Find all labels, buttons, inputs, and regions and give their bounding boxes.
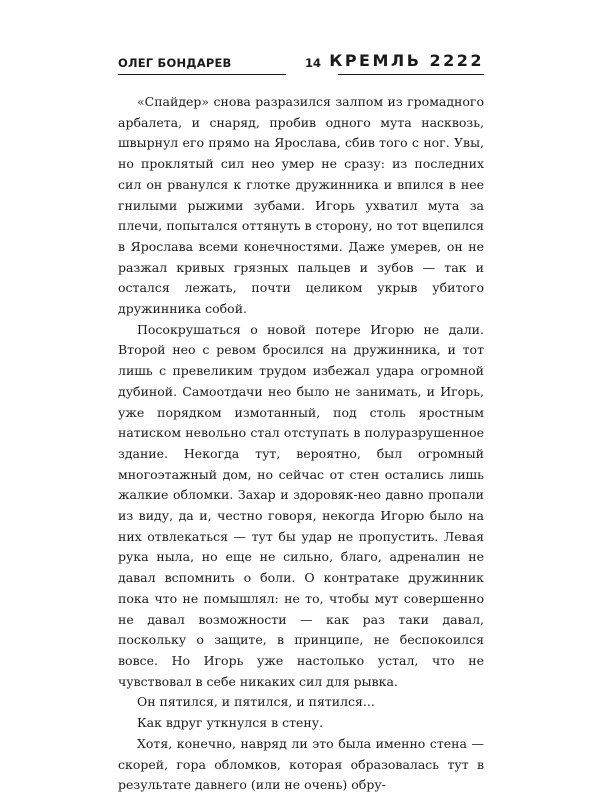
running-header — [118, 51, 484, 80]
paragraph: Как вдруг уткнулся в стену. — [137, 715, 324, 731]
header-rule-right — [338, 74, 484, 75]
series-title: КРЕМЛЬ 2222 — [329, 51, 484, 70]
paragraph: Он пятился, и пятился, и пятился... — [137, 694, 375, 710]
author-name: ОЛЕГ БОНДАРЕВ — [118, 56, 232, 70]
body-text — [118, 92, 484, 796]
paragraph: «Спайдер» снова разразился залпом из громадного арбалета, и снаряд, пробив одного мута насквозь, швырнул его прямо на Ярослава, сбив того с ног. Увы, но проклятый сил нео умер не сразу: из последних сил он рванулся к глотке дружинника и впился в нее гнилыми рыжими зубами. Игорь ухватил мута за плечи, попытался оттянуть в сторону, но тот вцепился в Ярослава всеми конечностями. Даже умерев, он не разжал кривых грязных пальцев и зубов — так и остался лежать, почти целиком укрыв убитого дружинника собой. — [118, 94, 484, 317]
paragraph: Хотя, конечно, навряд ли это была именно стена — скорей, гора обломков, которая образовалась тут в результате давнего (или не очень) обру- — [118, 735, 484, 793]
header-rule-left — [118, 74, 286, 75]
paragraph: Посокрушаться о новой потере Игорю не дали. Второй нео с ревом бросился на дружинника, и тот лишь с превеликим трудом избежал удара огромной дубиной. Самоотдачи нео было не занимать, и Игорь, уже порядком измотанный, под столь яростным натиском невольно стал отступать в полуразрушенное здание. Некогда тут, вероятно, был огромный многоэтажный дом, но сейчас от стен остались лишь жалкие обломки. Захар и здоровяк-нео давно пропали из виду, да и, честно говоря, некогда Игорю было на них отвлекаться — тут бы удар не пропустить. Левая рука ныла, но еще не сильно, благо, адреналин не давал вспомнить о боли. О контратаке дружинник пока что не помышлял: не то, чтобы мут совершенно не давал возможности — как раз таки давал, поскольку о защите, в принципе, не беспокоился вовсе. Но Игорь уже настолько устал, что не чувствовал в себе никаких сил для рывка. — [118, 321, 484, 689]
page-number: 14 — [304, 56, 321, 70]
